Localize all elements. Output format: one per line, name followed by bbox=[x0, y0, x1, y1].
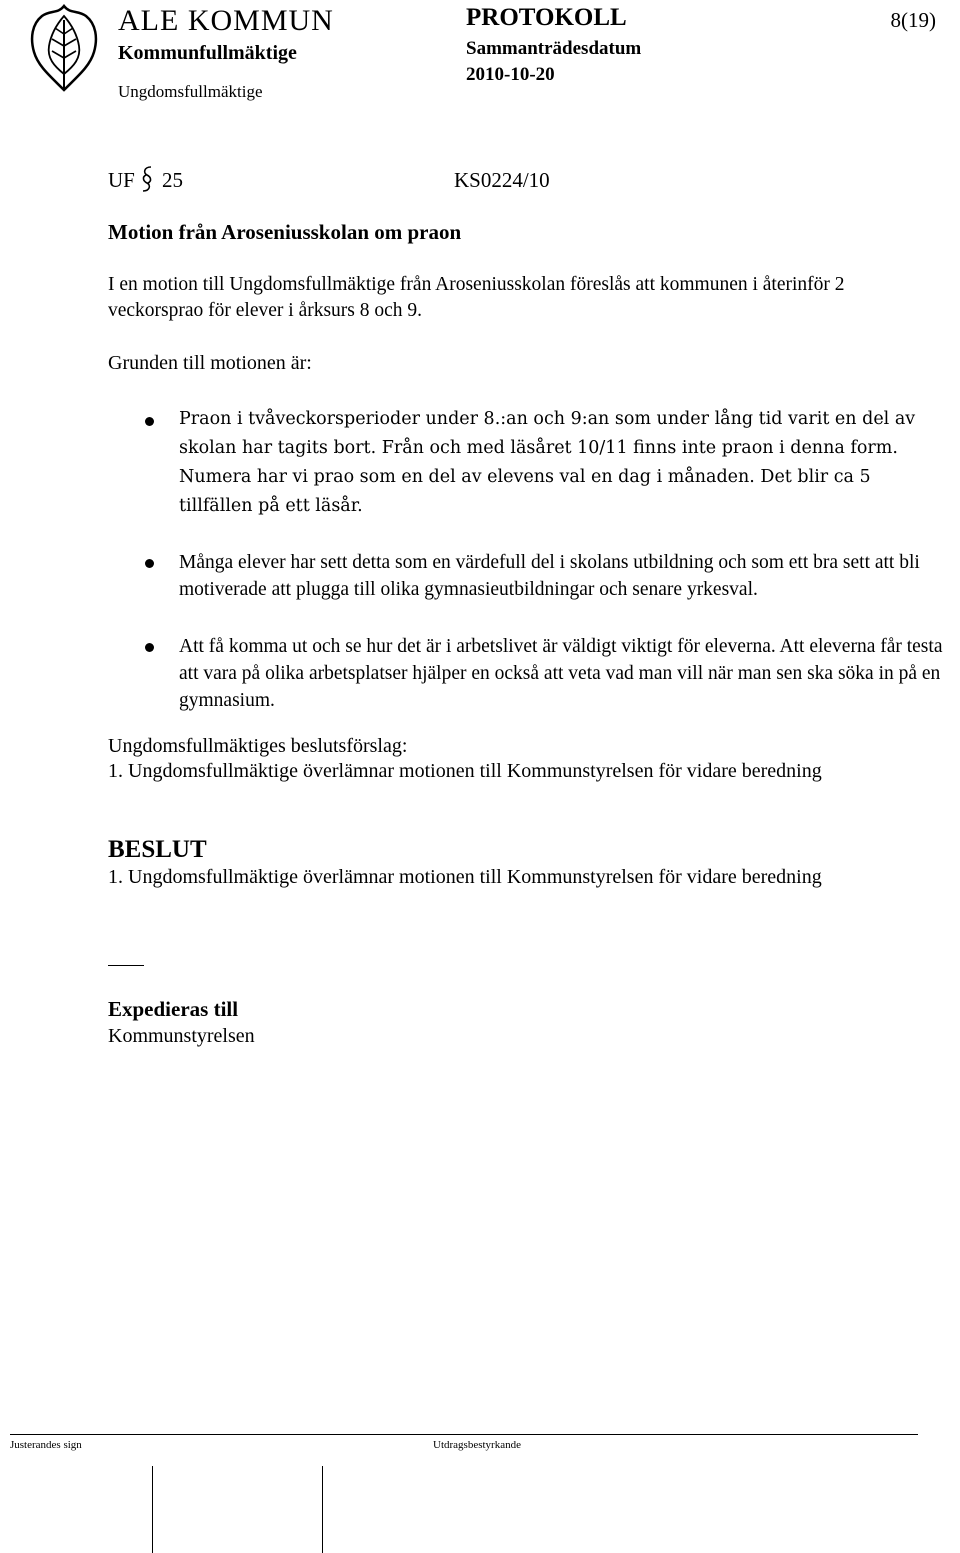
bullet-icon bbox=[145, 417, 154, 426]
case-title: Motion från Aroseniusskolan om praon bbox=[108, 220, 462, 244]
grounds-heading: Grunden till motionen är: bbox=[108, 352, 312, 374]
signers-label: Justerandes sign bbox=[10, 1439, 82, 1451]
separator-line bbox=[108, 965, 144, 966]
list-item-text: Många elever har sett detta som en värdefull del i skolans utbildning och som ett bra sett att bli motiverade att plugga till olika gymnasieutbildningar och senare yrkesval. bbox=[179, 552, 920, 600]
list-item-text: Att få komma ut och se hur det är i arbetslivet är väldigt viktigt för eleverna. Att eleverna får testa att vara på olika arbetsplatser hjälper en också att veta vad man vill när man sen ska söka in på en gymnasium. bbox=[179, 636, 943, 711]
dispatch-heading: Expedieras till bbox=[108, 997, 239, 1021]
proposal-item: 1. Ungdomsfullmäktige överlämnar motionen till Kommunstyrelsen för vidare beredning bbox=[108, 760, 822, 782]
meeting-date-label: Sammanträdesdatum bbox=[466, 38, 642, 59]
page-number: 8(19) bbox=[890, 8, 936, 32]
section-sign-icon bbox=[140, 164, 154, 194]
bullet-icon bbox=[145, 559, 154, 568]
case-number: 25 bbox=[162, 168, 183, 192]
signature-box-divider bbox=[322, 1466, 323, 1553]
organization-council: Kommunfullmäktige bbox=[118, 42, 297, 64]
list-item bbox=[108, 549, 948, 603]
meeting-date: 2010-10-20 bbox=[466, 64, 555, 85]
case-reference: KS0224/10 bbox=[454, 168, 550, 192]
intro-paragraph: I en motion till Ungdomsfullmäktige från Aroseniusskolan föreslås att kommunen i återinför 2 veckorsprao för elever i årksurs 8 och 9. bbox=[108, 274, 845, 321]
organization-name: ALE KOMMUN bbox=[118, 4, 334, 37]
decision-heading: BESLUT bbox=[108, 836, 207, 863]
dispatch-recipient: Kommunstyrelsen bbox=[108, 1025, 255, 1047]
organization-body: Ungdomsfullmäktige bbox=[118, 82, 263, 101]
footer-divider bbox=[10, 1434, 918, 1435]
bullet-icon bbox=[145, 643, 154, 652]
extract-certification-label: Utdragsbestyrkande bbox=[433, 1439, 521, 1451]
decision-item: 1. Ungdomsfullmäktige överlämnar motionen till Kommunstyrelsen för vidare beredning bbox=[108, 866, 822, 888]
tree-leaf-shield-icon bbox=[24, 4, 104, 94]
grounds-list bbox=[108, 405, 948, 714]
proposal-heading: Ungdomsfullmäktiges beslutsförslag: bbox=[108, 735, 408, 757]
list-item bbox=[108, 405, 948, 521]
list-item bbox=[108, 633, 948, 714]
list-item-text: Praon i tvåveckorsperioder under 8.:an och 9:an som under lång tid varit en del av skolan har tagits bort. Från och med läsåret 10/11 finns inte praon i denna form. Numera har vi prao som en del av elevens val en dag i månaden. Det blir ca 5 tillfällen på ett läsår. bbox=[179, 409, 916, 516]
document-type: PROTOKOLL bbox=[466, 4, 627, 31]
signature-box-divider bbox=[152, 1466, 153, 1553]
case-prefix: UF bbox=[108, 168, 135, 192]
